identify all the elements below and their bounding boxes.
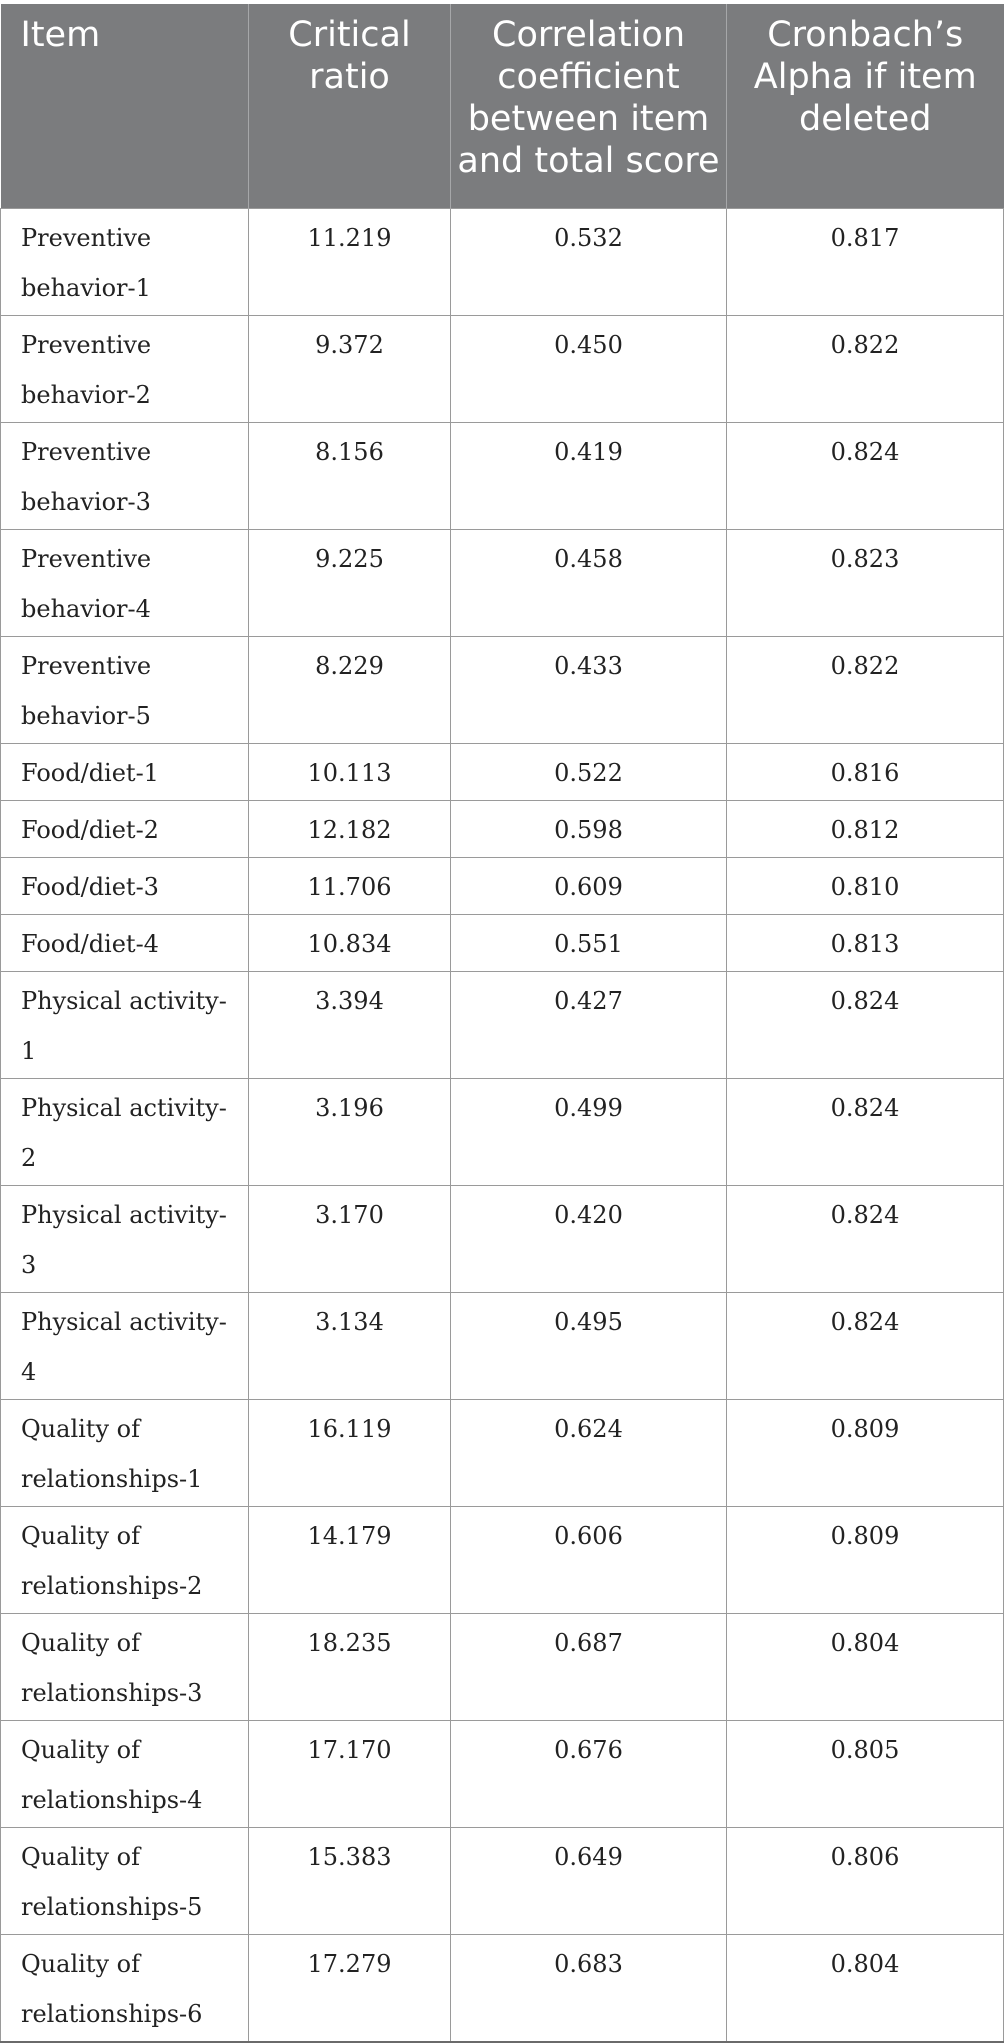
item-cell: Physical activity-4 [1, 1292, 249, 1399]
alpha-cell: 0.824 [727, 1292, 1004, 1399]
item-cell: Preventive behavior-3 [1, 422, 249, 529]
table-row [1, 1827, 1004, 1934]
correlation-cell: 0.687 [451, 1613, 727, 1720]
critical-ratio-cell: 11.219 [249, 208, 451, 315]
table-row [1, 1399, 1004, 1506]
table-row [1, 529, 1004, 636]
table-header [1, 4, 1004, 208]
alpha-cell: 0.806 [727, 1827, 1004, 1934]
correlation-cell: 0.532 [451, 208, 727, 315]
alpha-cell: 0.822 [727, 636, 1004, 743]
table-row [1, 208, 1004, 315]
alpha-cell: 0.809 [727, 1506, 1004, 1613]
alpha-cell: 0.813 [727, 914, 1004, 971]
critical-ratio-cell: 8.229 [249, 636, 451, 743]
table-row [1, 636, 1004, 743]
header-correlation-coefficient: Correlation coefficient between item and total score [451, 4, 727, 208]
critical-ratio-cell: 17.170 [249, 1720, 451, 1827]
critical-ratio-cell: 18.235 [249, 1613, 451, 1720]
table-row [1, 1506, 1004, 1613]
critical-ratio-cell: 8.156 [249, 422, 451, 529]
table-body [1, 208, 1004, 2042]
table-row [1, 1185, 1004, 1292]
table-row [1, 857, 1004, 914]
correlation-cell: 0.598 [451, 800, 727, 857]
table-row [1, 914, 1004, 971]
table-row [1, 1613, 1004, 1720]
correlation-cell: 0.683 [451, 1934, 727, 2042]
header-item: Item [1, 4, 249, 208]
item-cell: Preventive behavior-4 [1, 529, 249, 636]
critical-ratio-cell: 3.196 [249, 1078, 451, 1185]
correlation-cell: 0.419 [451, 422, 727, 529]
header-cronbach-alpha: Cronbach’s Alpha if item deleted [727, 4, 1004, 208]
item-cell: Quality of relationships-5 [1, 1827, 249, 1934]
item-analysis-table [0, 4, 1004, 2043]
correlation-cell: 0.495 [451, 1292, 727, 1399]
item-cell: Physical activity-3 [1, 1185, 249, 1292]
item-cell: Physical activity-2 [1, 1078, 249, 1185]
item-cell: Food/diet-1 [1, 743, 249, 800]
critical-ratio-cell: 10.113 [249, 743, 451, 800]
correlation-cell: 0.551 [451, 914, 727, 971]
item-cell: Food/diet-2 [1, 800, 249, 857]
alpha-cell: 0.823 [727, 529, 1004, 636]
table-row [1, 422, 1004, 529]
critical-ratio-cell: 16.119 [249, 1399, 451, 1506]
critical-ratio-cell: 9.372 [249, 315, 451, 422]
correlation-cell: 0.624 [451, 1399, 727, 1506]
alpha-cell: 0.824 [727, 1078, 1004, 1185]
critical-ratio-cell: 15.383 [249, 1827, 451, 1934]
alpha-cell: 0.810 [727, 857, 1004, 914]
table-row [1, 1934, 1004, 2042]
table-row [1, 800, 1004, 857]
alpha-cell: 0.816 [727, 743, 1004, 800]
correlation-cell: 0.609 [451, 857, 727, 914]
critical-ratio-cell: 14.179 [249, 1506, 451, 1613]
critical-ratio-cell: 3.134 [249, 1292, 451, 1399]
critical-ratio-cell: 11.706 [249, 857, 451, 914]
critical-ratio-cell: 9.225 [249, 529, 451, 636]
alpha-cell: 0.824 [727, 422, 1004, 529]
critical-ratio-cell: 10.834 [249, 914, 451, 971]
item-cell: Food/diet-4 [1, 914, 249, 971]
table-row [1, 743, 1004, 800]
correlation-cell: 0.427 [451, 971, 727, 1078]
alpha-cell: 0.822 [727, 315, 1004, 422]
item-cell: Quality of relationships-6 [1, 1934, 249, 2042]
table-row [1, 1720, 1004, 1827]
critical-ratio-cell: 3.170 [249, 1185, 451, 1292]
alpha-cell: 0.812 [727, 800, 1004, 857]
correlation-cell: 0.606 [451, 1506, 727, 1613]
alpha-cell: 0.805 [727, 1720, 1004, 1827]
header-row [1, 4, 1004, 208]
alpha-cell: 0.804 [727, 1934, 1004, 2042]
correlation-cell: 0.499 [451, 1078, 727, 1185]
item-cell: Quality of relationships-4 [1, 1720, 249, 1827]
item-cell: Food/diet-3 [1, 857, 249, 914]
item-cell: Physical activity-1 [1, 971, 249, 1078]
correlation-cell: 0.433 [451, 636, 727, 743]
item-cell: Quality of relationships-2 [1, 1506, 249, 1613]
alpha-cell: 0.824 [727, 1185, 1004, 1292]
critical-ratio-cell: 12.182 [249, 800, 451, 857]
item-cell: Preventive behavior-2 [1, 315, 249, 422]
correlation-cell: 0.676 [451, 1720, 727, 1827]
correlation-cell: 0.420 [451, 1185, 727, 1292]
critical-ratio-cell: 17.279 [249, 1934, 451, 2042]
table-row [1, 1078, 1004, 1185]
alpha-cell: 0.809 [727, 1399, 1004, 1506]
correlation-cell: 0.649 [451, 1827, 727, 1934]
correlation-cell: 0.458 [451, 529, 727, 636]
correlation-cell: 0.450 [451, 315, 727, 422]
item-cell: Quality of relationships-3 [1, 1613, 249, 1720]
critical-ratio-cell: 3.394 [249, 971, 451, 1078]
item-cell: Preventive behavior-1 [1, 208, 249, 315]
header-critical-ratio: Critical ratio [249, 4, 451, 208]
item-cell: Preventive behavior-5 [1, 636, 249, 743]
table-row [1, 971, 1004, 1078]
correlation-cell: 0.522 [451, 743, 727, 800]
alpha-cell: 0.804 [727, 1613, 1004, 1720]
alpha-cell: 0.824 [727, 971, 1004, 1078]
alpha-cell: 0.817 [727, 208, 1004, 315]
table-row [1, 315, 1004, 422]
item-cell: Quality of relationships-1 [1, 1399, 249, 1506]
table-row [1, 1292, 1004, 1399]
